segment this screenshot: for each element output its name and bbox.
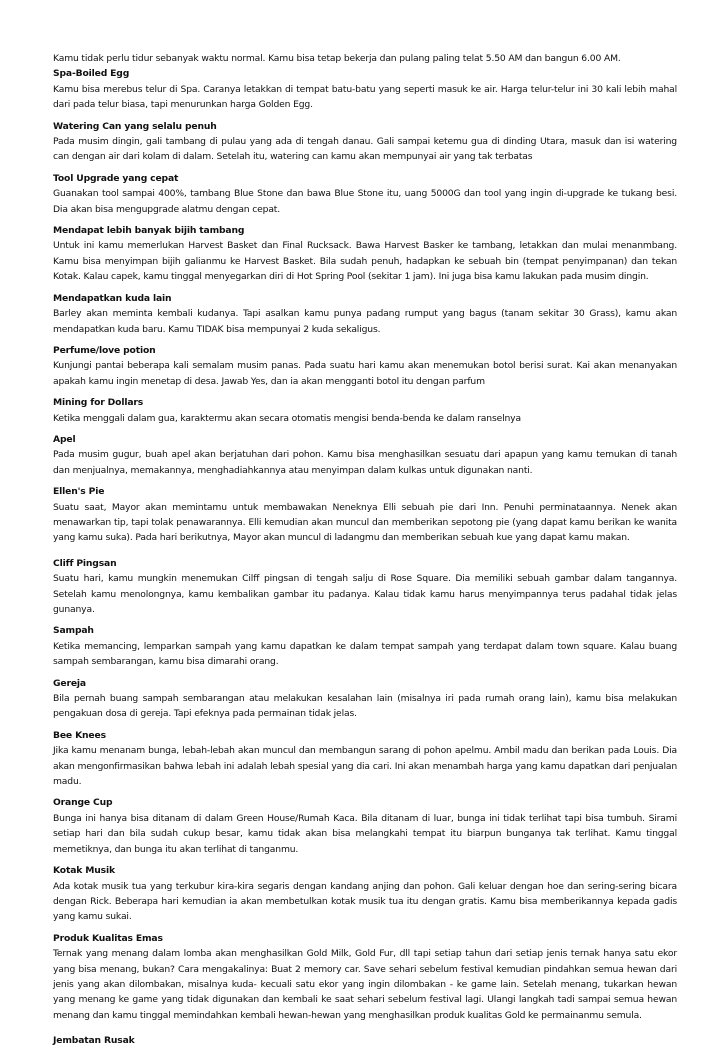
tip-heading: Mendapat lebih banyak bijih tambang	[53, 225, 245, 237]
tip-heading: Spa-Boiled Egg	[53, 68, 130, 80]
tip-heading: Perfume/love potion	[53, 344, 156, 356]
tip-heading: Mining for Dollars	[53, 397, 144, 409]
tip-section	[53, 223, 677, 285]
tip-body: Untuk ini kamu memerlukan Harvest Basket dan Final Rucksack. Bawa Harvest Basker ke tambang, letakkan dan mulai menanmbang. Kamu bisa menyimpan bijih galianmu ke Harvest Basket. Bila sudah penuh, hadapkan ke sebuah bin (tempat penyimpanan) dan tekan Kotak. Kalau capek, kamu tinggal menyegarkan diri di Hot Spring Pool (sekitar 1 jam). Ini juga bisa kamu lakukan pada musim dingin.	[53, 240, 677, 283]
tip-heading: Kotak Musik	[53, 865, 115, 877]
tip-body: Jika kamu menanam bunga, lebah-lebah akan muncul dan membangun sarang di pohon apelmu. Ambil madu dan berikan pada Louis. Dia akan mengonfirmasikan bahwa lebah ini adalah lebah spesial yang dia cari. Ini akan menambah harga yang kamu dapatkan dari penjualan madu.	[53, 745, 677, 788]
tip-section	[53, 1033, 677, 1048]
tip-body: Ada kotak musik tua yang terkubur kira-kira segaris dengan kandang anjing dan pohon. Gali keluar dengan hoe dan sering-sering bicara dengan Rick. Beberapa hari kemudian ia akan membetulkan kotak musik tua itu dengan gratis. Kamu bisa memberikannya kepada gadis yang kamu sukai.	[53, 880, 677, 923]
sections-list	[53, 66, 677, 1048]
tip-section	[53, 343, 677, 389]
tip-body: Suatu hari, kamu mungkin menemukan Cilff pingsan di tengah salju di Rose Square. Dia memiliki sebuah gambar dalam tangannya. Setelah kamu menolongnya, kamu kembalikan gambar itu padanya. Kalau tidak kamu harus menyimpannya terus padahal tidak jelas gunanya.	[53, 573, 677, 615]
intro-paragraph: Kamu tidak perlu tidur sebanyak waktu normal. Kamu bisa tetap bekerja dan pulang paling telat 5.50 AM dan bangun 6.00 AM.	[53, 53, 621, 64]
tip-heading: Produk Kualitas Emas	[53, 932, 163, 944]
tip-section	[53, 432, 677, 478]
tip-body: Guanakan tool sampai 400%, tambang Blue Stone dan bawa Blue Stone itu, uang 5000G dan tool yang ingin di-upgrade ke tukang besi. Dia akan bisa mengupgrade alatmu dengan cepat.	[53, 188, 677, 215]
tip-heading: Cliff Pingsan	[53, 557, 117, 569]
tip-heading: Watering Can yang selalu penuh	[53, 120, 217, 132]
tip-body: Barley akan meminta kembali kudanya. Tapi asalkan kamu punya padang rumput yang bagus (tanam sekitar 30 Grass), kamu akan mendapatkan kuda baru. Kamu TIDAK bisa mempunyai 2 kuda sekaligus.	[53, 308, 677, 335]
tip-body: Bunga ini hanya bisa ditanam di dalam Green House/Rumah Kaca. Bila ditanam di luar, bunga ini tidak terlihat tapi bisa tumbuh. Sirami setiap hari dan bila sudah cukup besar, kamu tidak akan bisa melangkahi tempat itu biarpun bunganya tak terlihat. Kamu tinggal memetiknya, dan bunga itu akan terlihat di tanganmu.	[53, 812, 677, 855]
tip-body: Bila pernah buang sampah sembarangan atau melakukan kesalahan lain (misalnya iri pada rumah orang lain), kamu bisa melakukan pengakuan dosa di gereja. Tapi efeknya pada permainan tidak jelas.	[53, 693, 677, 720]
tip-section	[53, 556, 677, 618]
tip-section	[53, 119, 677, 165]
tip-section	[53, 728, 677, 790]
tip-heading: Mendapatkan kuda lain	[53, 292, 172, 304]
tip-section	[53, 795, 677, 857]
tip-heading: Orange Cup	[53, 797, 113, 809]
tip-body: Kunjungi pantai beberapa kali semalam musim panas. Pada suatu hari kamu akan menemukan botol berisi surat. Kai akan menanyakan apakah kamu ingin menetap di desa. Jawab Yes, dan ia akan mengganti botol itu dengan parfum	[53, 360, 677, 387]
tip-body: Ketika memancing, lemparkan sampah yang kamu dapatkan ke dalam tempat sampah yang terdapat dalam town square. Kalau buang sampah sembarangan, kamu bisa dimarahi orang.	[53, 640, 677, 668]
tip-body: Ketika menggali dalam gua, karaktermu akan secara otomatis mengisi benda-benda ke dalam ranselnya	[53, 412, 521, 424]
tip-section	[53, 623, 677, 669]
tip-body: Ternak yang menang dalam lomba akan menghasilkan Gold Milk, Gold Fur, dll tapi setiap tahun dari setiap jenis ternak hanya satu ekor yang bisa menang, bukan? Cara mengakalinya: Buat 2 memory car. Save sehari sebelum festival kemudian pindahkan semua hewan dari jenis yang akan dilombakan, misalnya kuda- kecuali satu ekor yang ingin dilombakan - ke game lain. Setelah menang, tukarkan hewan yang menang ke game yang tidak digunakan dan kembali ke saat sehari sebelum festival lagi. Ulangi langkah tadi sampai semua hewan menang dan kamu tinggal memindahkan kembali hewan-hewan yang menghasilkan produk kualitas Gold ke permainanmu semula.	[53, 948, 677, 1021]
tip-heading: Sampah	[53, 625, 94, 637]
tip-section	[53, 676, 677, 722]
tip-body: Pada musim dingin, gali tambang di pulau yang ada di tengah danau. Gali sampai ketemu gua di dinding Utara, masuk dan isi watering can dengan air dari kolam di dalam. Setelah itu, watering can kamu akan mempunyai air yang tak terbatas	[53, 136, 677, 163]
tip-section	[53, 395, 677, 426]
tip-body: Suatu saat, Mayor akan memintamu untuk membawakan Neneknya Elli sebuah pie dari Inn. Penuhi perminataannya. Nenek akan menawarkan tip, tapi tolak penawarannya. Elli kemudian akan muncul dan memberikan sepotong pie (yang dapat kamu berikan ke wanita yang kamu suka). Pada hari berikutnya, Mayor akan muncul di ladangmu dan memberikan sebuah kue yang dapat kamu makan.	[53, 501, 677, 544]
tip-section	[53, 863, 677, 925]
tip-section	[53, 931, 677, 1023]
tip-section	[53, 66, 677, 112]
tip-body: Kamu bisa merebus telur di Spa. Caranya letakkan di tempat batu-batu yang seperti masuk ke air. Harga telur-telur ini 30 kali lebih mahal dari pada telur biasa, tapi menurunkan harga Golden Egg.	[53, 83, 677, 111]
tip-heading: Gereja	[53, 677, 86, 689]
tip-heading: Tool Upgrade yang cepat	[53, 172, 179, 184]
tip-heading: Apel	[53, 433, 76, 445]
document-page	[53, 51, 677, 1055]
tip-section	[53, 484, 677, 546]
tip-body: Pada musim gugur, buah apel akan berjatuhan dari pohon. Kamu bisa menghasilkan sesuatu dari apapun yang kamu temukan di tanah dan menjualnya, memakannya, menghadiahkannya atau menyimpan dalam kulkas untuk digunakan nanti.	[53, 449, 677, 476]
tip-heading: Ellen's Pie	[53, 486, 105, 498]
tip-heading: Bee Knees	[53, 729, 106, 741]
tip-section	[53, 291, 677, 337]
tip-section	[53, 171, 677, 217]
tip-heading: Jembatan Rusak	[53, 1035, 135, 1047]
